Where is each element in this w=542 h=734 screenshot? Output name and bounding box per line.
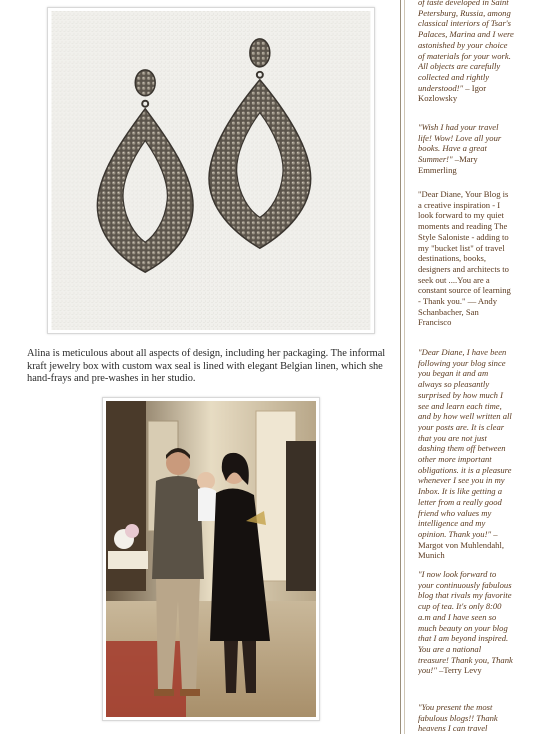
sidebar-divider-inner — [404, 0, 405, 734]
testimonial-author: –Margot von Muhlendahl, Munich — [418, 528, 505, 561]
testimonial-author: –Terry Levy — [436, 665, 482, 676]
testimonial-author: –Mary Emmerling — [418, 154, 478, 175]
testimonial-quote: "Dear Diane, I have been following your blog since you began it and am always so pleasantly surprised by how much I see and learn each time, and by how well written all your posts are. It is clear that you are not just dashing them off between other more important obligations. it is a pleasure whenever I see you in my Inbox. It is like getting a letter from a really good friend who values my intelligence and my opinion. Thank you!" — [418, 347, 512, 539]
testimonial-quote: "Wish I had your travel life! Wow! Love all your books. Have a great Summer!" — [418, 122, 502, 165]
testimonial — [418, 702, 514, 734]
testimonial-author: — Andy Schanbacher, San Francisco — [418, 296, 498, 328]
testimonial-author: – Igor Kozlowsky — [418, 82, 487, 104]
testimonial-quote: "You present the most fabulous blogs!! Thank heavens I can travel — [418, 702, 498, 734]
testimonial — [418, 0, 514, 104]
family-photo[interactable] — [102, 397, 320, 721]
testimonial — [418, 122, 514, 176]
sidebar-divider — [400, 0, 401, 734]
testimonial — [418, 347, 514, 561]
family-portrait-icon — [106, 401, 316, 717]
testimonial-quote: "I now look forward to your continuously fabulous blog that rivals my favorite cup of tea. It's only 8:00 a.m and I have seen so much beauty on your blog that I am beyond inspired. You are a national treasure! Thank you, Thank you!" — [418, 569, 513, 676]
pave-diamond-earrings-icon — [51, 11, 371, 330]
testimonial — [418, 569, 514, 676]
testimonials-sidebar — [418, 0, 514, 734]
testimonial-quote: of taste developed in Saint Petersburg, Russia, among classical interiors of Tsar's Palaces, Marina and I were astonished by your choice of materials for your work. All objects are carefully collected and rightly understood!" — [418, 0, 514, 93]
testimonial — [418, 189, 514, 328]
post-caption: Alina is meticulous about all aspects of design, including her packaging. The informal kraft jewelry box with custom wax seal is lined with elegant Belgian linen, which she hand-frays and pre-washes in her studio. — [27, 348, 386, 385]
earrings-photo[interactable] — [47, 7, 375, 334]
testimonial-quote: "Dear Diane, Your Blog is a creative inspiration - I look forward to my quiet moments and reading The Style Saloniste - adding to my "bucket list" of travel destinations, books, designers and architects to seek out ....You are a constant source of learning - Thank you." — [418, 189, 511, 307]
